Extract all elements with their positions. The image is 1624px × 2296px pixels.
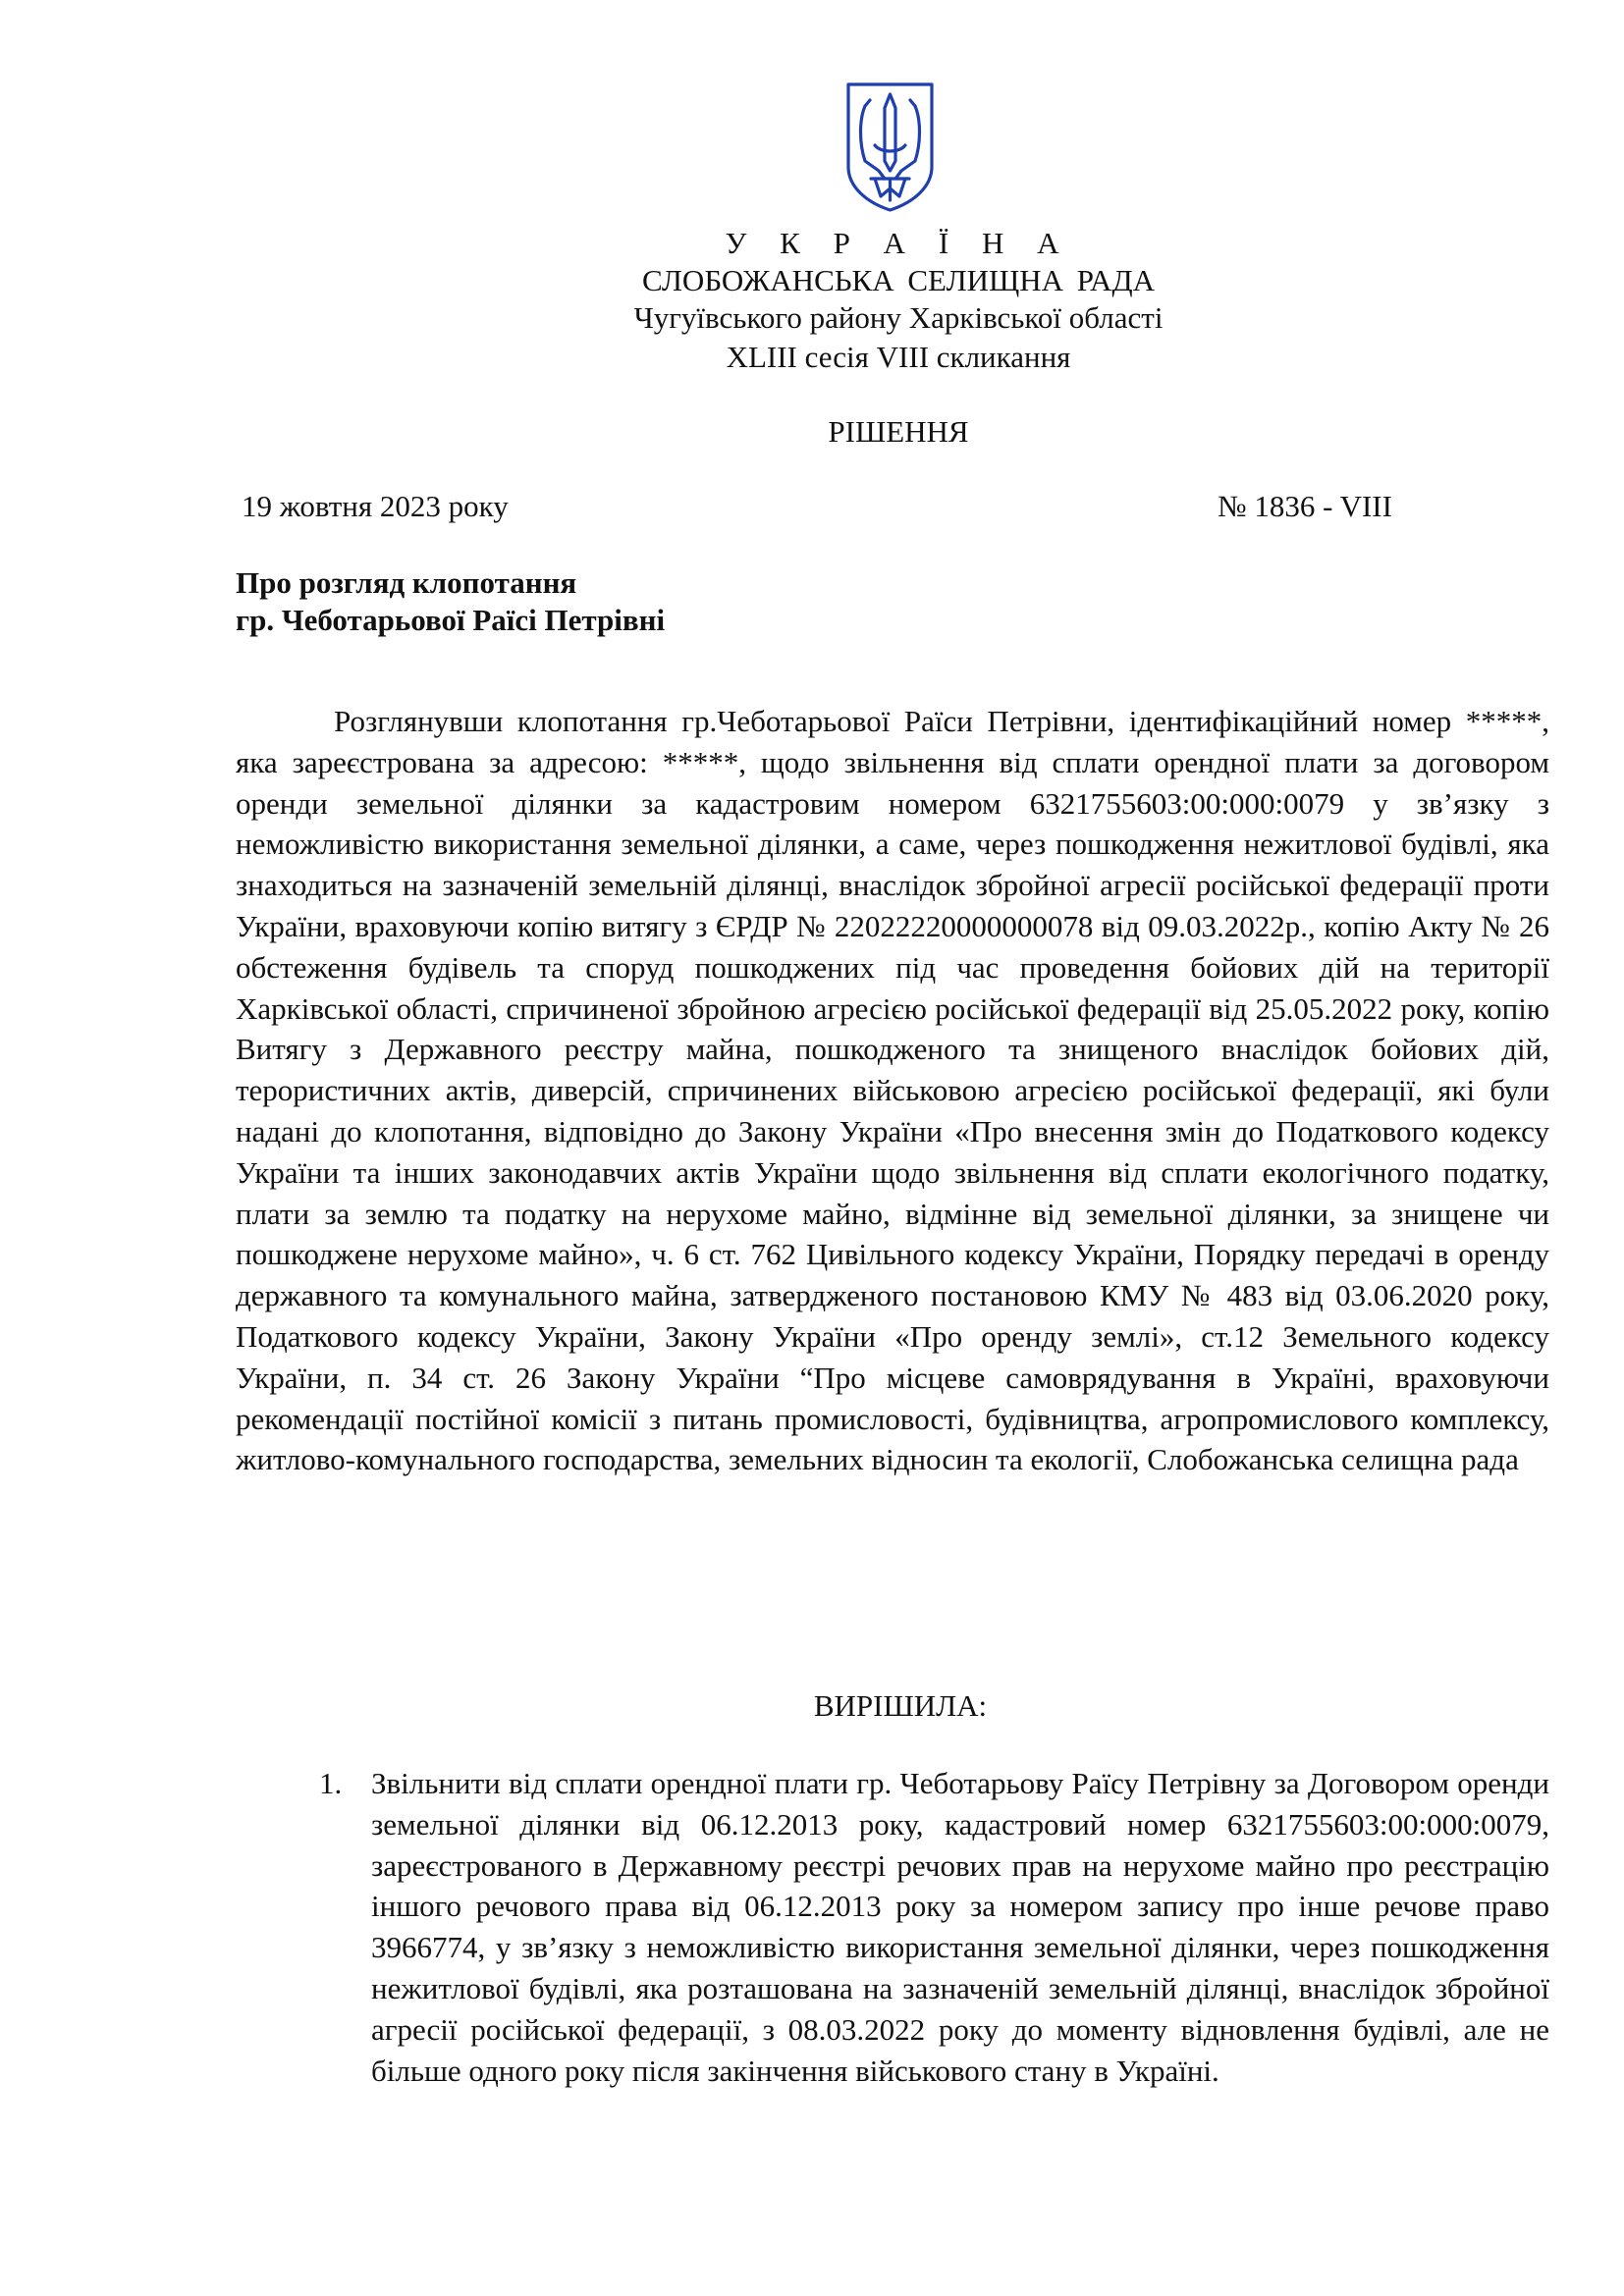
decision-date: 19 жовтня 2023 року (242, 489, 509, 523)
decided-label: ВИРІШИЛА: (813, 1688, 988, 1723)
district-name: Чугуївського району Харківської області (633, 300, 1164, 335)
list-item-number: 1. (319, 1766, 343, 1800)
list-item (371, 1763, 1549, 2091)
council-name: СЛОБОЖАНСЬКА СЕЛИЩНА РАДА (642, 263, 1155, 297)
session-info: XLIII сесія VIII скликання (726, 340, 1071, 374)
decision-number: № 1836 - VIII (1218, 489, 1392, 523)
list-item-text: Звільнити від сплати орендної плати гр. Чеботарьову Раїсу Петрівну за Договором оренди земельної ділянки від 06.12.2013 року, кадастровий номер 6321755603:00:000:0079, зареєстрованого в Державному реєстрі речових прав на нерухоме майно про реєстрацію іншого речового права від 06.12.2013 року за номером запису про інше речове право 3966774, у зв’язку з неможливістю використання земельної ділянки, через пошкодження нежитлової будівлі, яка розташована на зазначеній земельній ділянці, внаслідок збройної агресії російської федерації, з 08.03.2022 року до моменту відновлення будівлі, але не більше одного року після закінчення військового стану в Україні. (371, 1766, 1549, 2088)
decided-heading (0, 1686, 1624, 1726)
country-name: У К Р А Ї Н А (725, 226, 1072, 260)
subject-line-1: Про розгляд клопотання (236, 565, 577, 600)
coat-of-arms-emblem (845, 80, 935, 213)
preamble-paragraph (236, 701, 1549, 1480)
document-type: РІШЕННЯ (828, 414, 969, 449)
subject-line-2: гр. Чеботарьової Раїсі Петрівні (236, 603, 666, 637)
preamble-text: Розглянувши клопотання гр.Чеботарьової Раїси Петрівни, ідентифікаційний номер *****, яка зареєстрована за адресою: *****, щодо звільнення від сплати орендної плати за договором оренди земельної ділянки за кадастровим номером 6321755603:00:000:0079 у зв’язку з неможливістю використання земельної ділянки, а саме, через пошкодження нежитлової будівлі, яка знаходиться на зазначеній земельній ділянці, внаслідок збройної агресії російської федерації проти України, враховуючи копію витягу з ЄРДР № 22022220000000078 від 09.03.2022р., копію Акту № 26 обстеження будівель та споруд пошкоджених під час проведення бойових дій на території Харківської області, спричиненої збройною агресією російської федерації від 25.05.2022 року, копію Витягу з Державного реєстру майна, пошкодженого та знищеного внаслідок бойових дій, терористичних актів, диверсій, спричинених військовою агресією російської федерації, які були надані до клопотання, відповідно до Закону України «Про внесення змін до Податкового кодексу України та інших законодавчих актів України щодо звільнення від сплати екологічного податку, плати за землю та податку на нерухоме майно, відмінне від земельної ділянки, за знищене чи пошкоджене нерухоме майно», ч. 6 ст. 762 Цивільного кодексу України, Порядку передачі в оренду державного та комунального майна, затвердженого постановою КМУ № 483 від 03.06.2020 року, Податкового кодексу України, Закону України «Про оренду землі», ст.12 Земельного кодексу України, п. 34 ст. 26 Закону України “Про місцеве самоврядування в Україні, враховуючи рекомендації постійної комісії з питань промисловості, будівництва, агропромислового комплексу, житлово-комунального господарства, земельних відносин та екології, Слобожанська селищна рада (236, 704, 1549, 1477)
